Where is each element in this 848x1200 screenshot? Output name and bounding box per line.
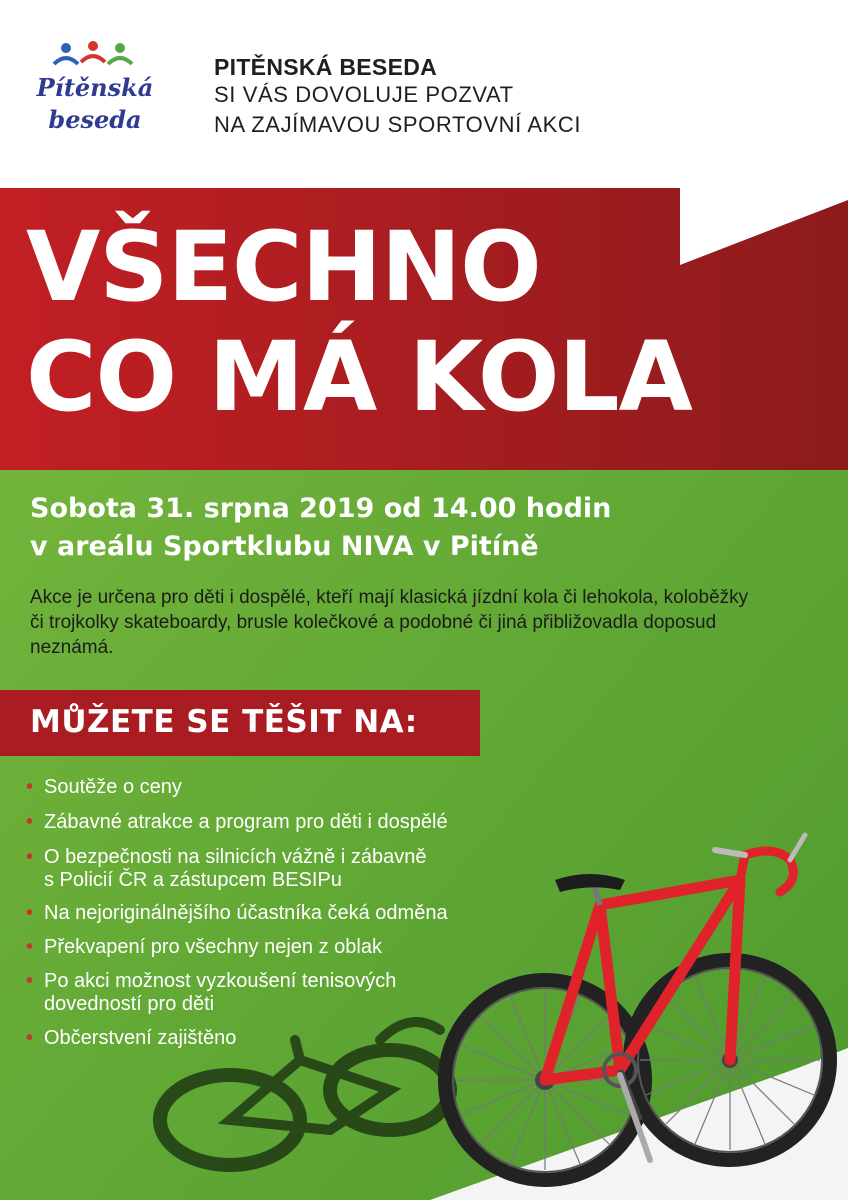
bullet-icon: •: [26, 776, 34, 798]
event-description: [30, 585, 848, 660]
list-item-text-cont: s Policií ČR a zástupcem BESIPu: [44, 869, 342, 891]
bicycle-illustration: [0, 820, 848, 1200]
event-title-line1: VŠECHNO: [26, 211, 541, 323]
list-item-text: Na nejoriginálnějšího účastníka čeká odměna: [44, 902, 448, 924]
bullet-icon: •: [26, 846, 34, 868]
logo-figures-icon: [48, 40, 138, 68]
highlights-heading: MŮŽETE SE TĚŠIT NA:: [30, 704, 418, 740]
list-item-text: Soutěže o ceny: [44, 776, 182, 798]
invite-line-2: NA ZAJÍMAVOU SPORTOVNÍ AKCI: [214, 112, 582, 137]
event-date: Sobota 31. srpna 2019 od 14.00 hodin: [30, 493, 612, 524]
list-item-text: Překvapení pro všechny nejen z oblak: [44, 936, 382, 958]
logo-text-line1: Pítěnská: [36, 73, 154, 102]
event-title: [26, 212, 692, 432]
bicycle-handlebar: [740, 851, 793, 892]
organizer-header: [214, 54, 581, 140]
bicycle-seat: [555, 874, 625, 892]
event-title-line2: CO MÁ KOLA: [26, 321, 692, 433]
logo: [30, 40, 160, 150]
bullet-icon: •: [26, 1027, 34, 1049]
description-line-3: neznámá.: [30, 637, 114, 658]
bullet-icon: •: [26, 970, 34, 992]
bullet-icon: •: [26, 936, 34, 958]
description-line-1: Akce je určena pro děti i dospělé, kteří mají klasická jízdní kola či lehokola, koloběžky: [30, 587, 749, 608]
list-item-text: O bezpečnosti na silnicích vážně i zábavně: [44, 846, 427, 868]
description-line-2: či trojkolky skateboardy, brusle kolečkové a podobné či jiná přibližovadla doposud: [30, 612, 717, 633]
list-item-text: Zábavné atrakce a program pro děti i dospělé: [44, 811, 448, 833]
bicycle-shadow: [160, 1022, 450, 1165]
invite-line-1: SI VÁS DOVOLUJE POZVAT: [214, 82, 514, 107]
logo-text-line2: beseda: [48, 105, 142, 134]
bullet-icon: •: [26, 902, 34, 924]
organizer-name: PITĚNSKÁ BESEDA: [214, 54, 438, 80]
event-place: v areálu Sportklubu NIVA v Pitíně: [30, 531, 539, 562]
list-item-text-cont: dovedností pro děti: [44, 993, 215, 1015]
list-item-text: Občerstvení zajištěno: [44, 1027, 237, 1049]
list-item-text: Po akci možnost vyzkoušení tenisových: [44, 970, 397, 992]
bullet-icon: •: [26, 811, 34, 833]
list-item: [24, 776, 494, 799]
event-date-place: [30, 490, 611, 566]
